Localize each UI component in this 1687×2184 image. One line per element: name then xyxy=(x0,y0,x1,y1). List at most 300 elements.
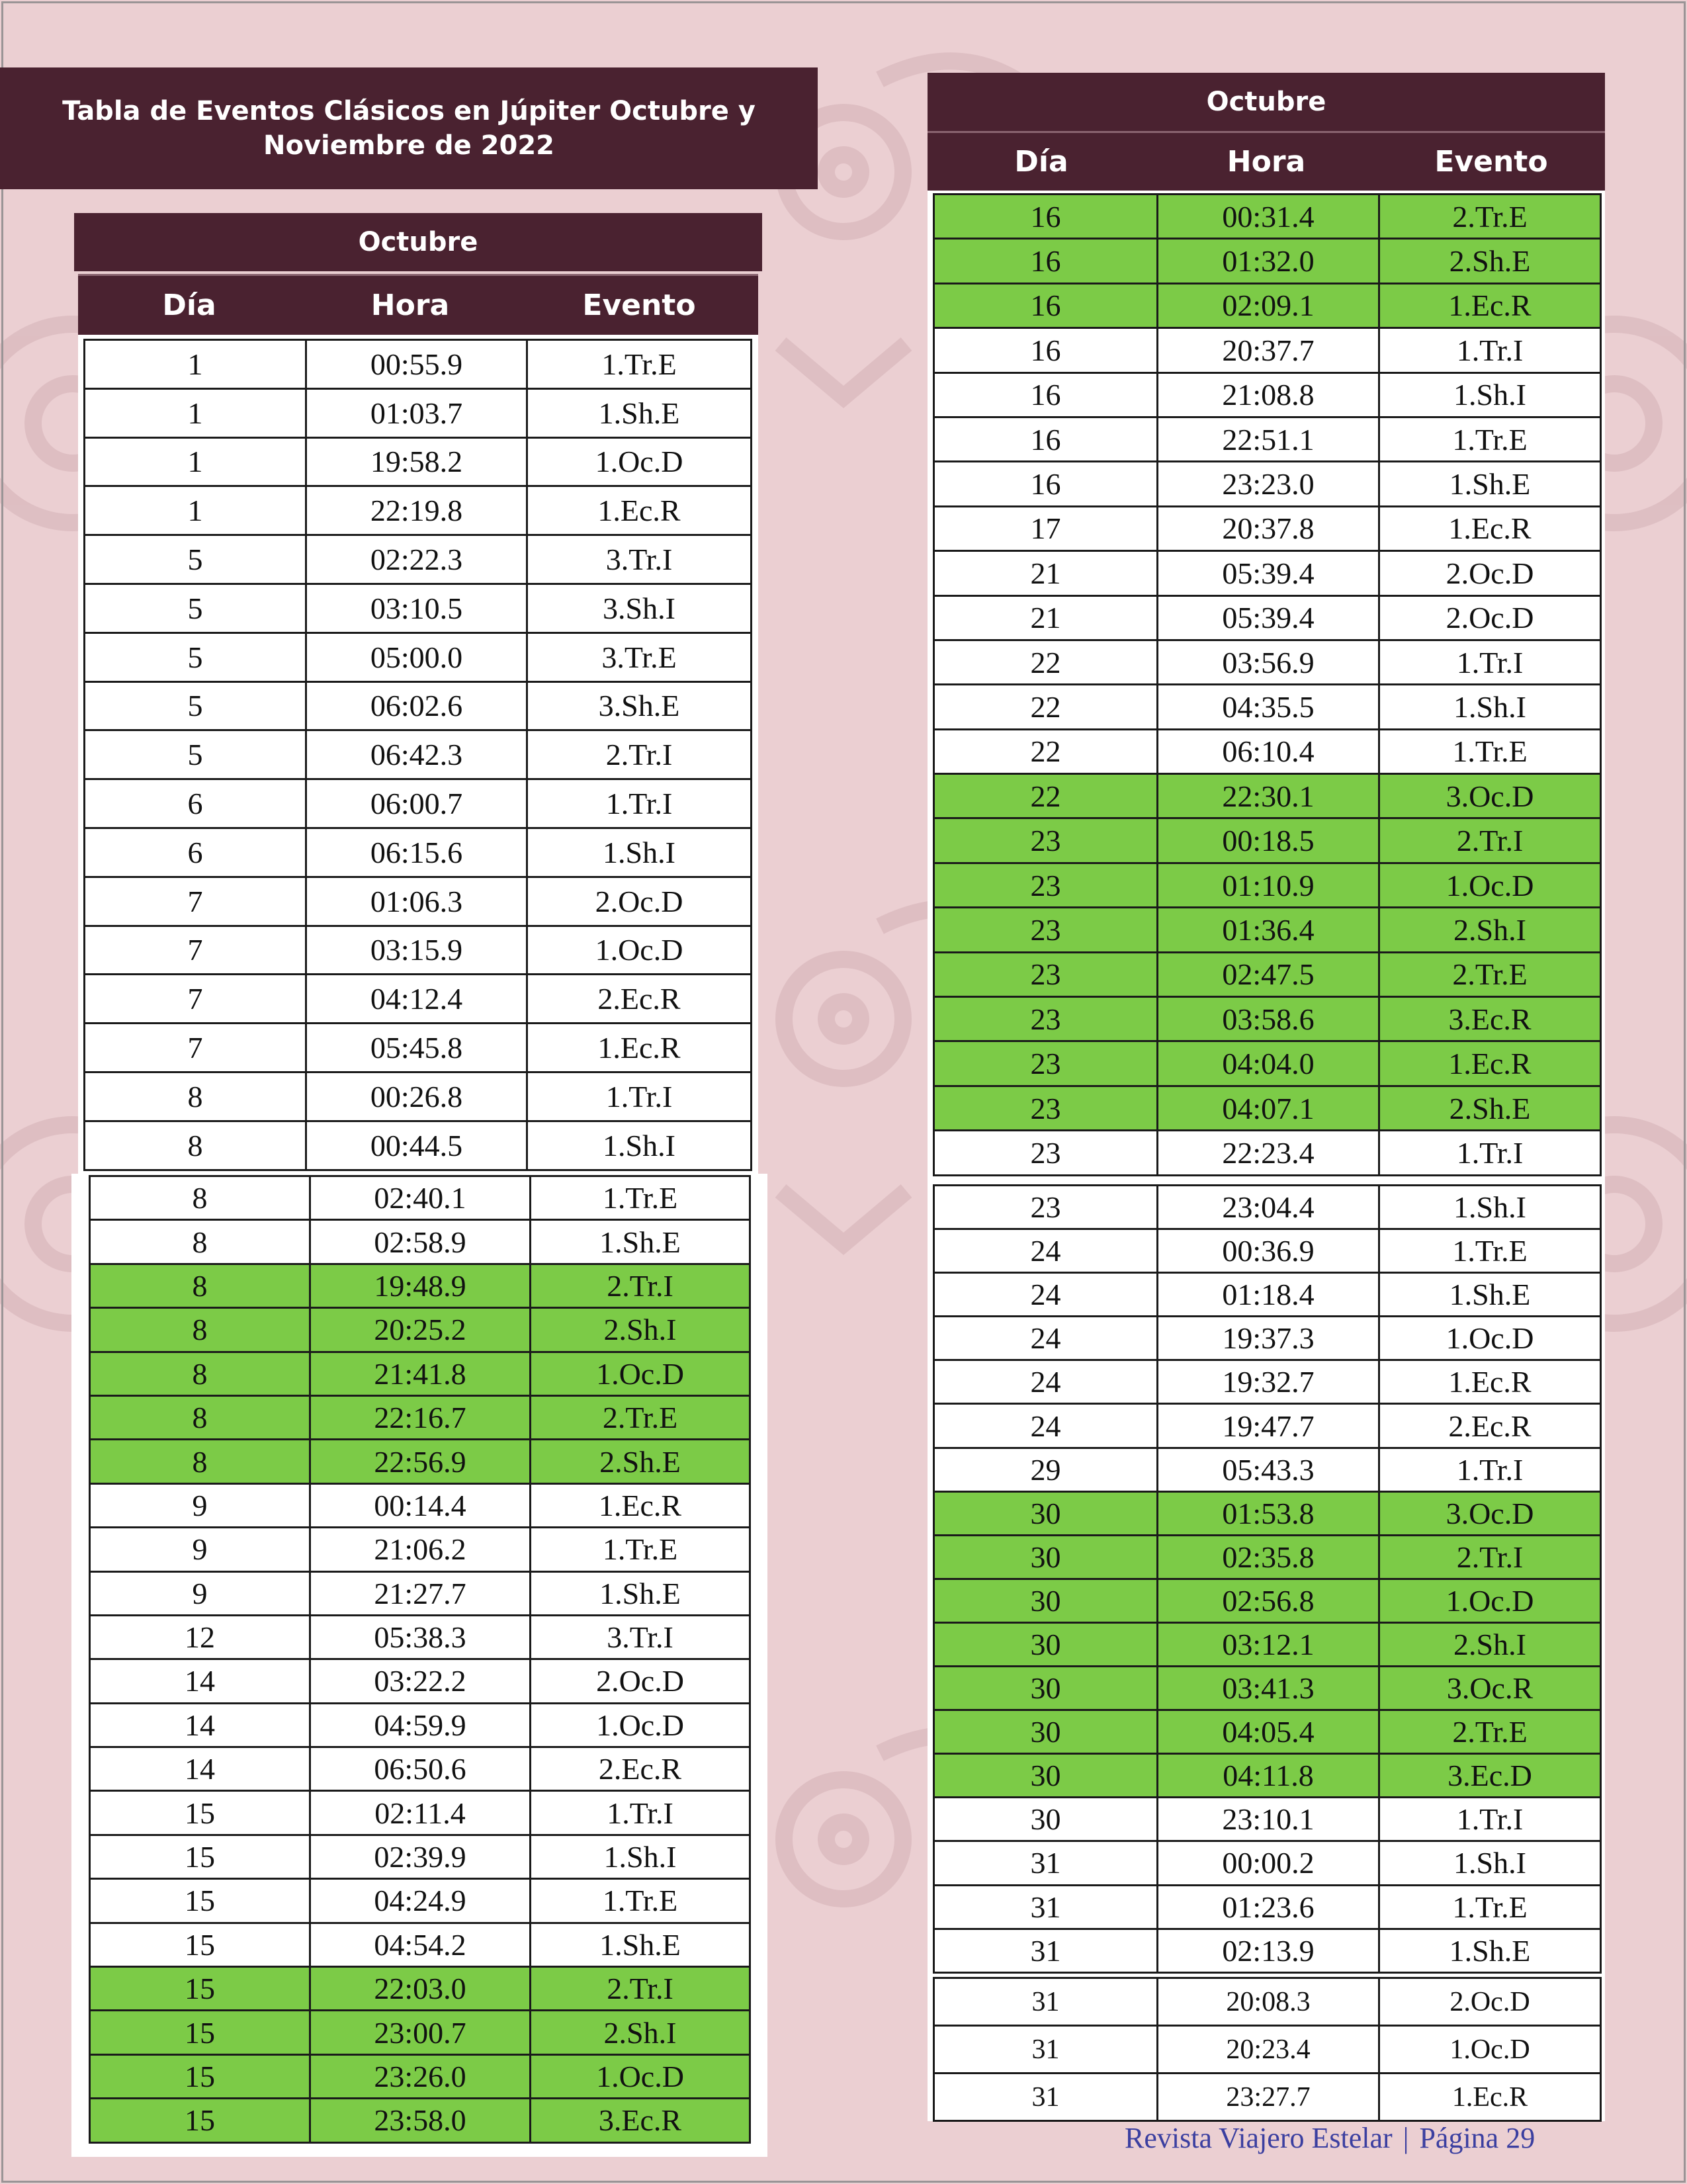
dia-cell: 24 xyxy=(934,1229,1158,1273)
hora-cell: 21:06.2 xyxy=(310,1528,531,1571)
evento-cell: 1.Ec.R xyxy=(1379,283,1601,328)
hora-cell: 19:58.2 xyxy=(306,437,527,486)
hora-cell: 02:39.9 xyxy=(310,1835,531,1878)
table-row xyxy=(85,730,752,779)
hora-cell: 01:36.4 xyxy=(1158,908,1379,952)
dia-cell: 30 xyxy=(934,1798,1158,1841)
hora-cell: 03:10.5 xyxy=(306,584,527,633)
hora-cell: 19:37.3 xyxy=(1158,1317,1379,1360)
table-row xyxy=(90,1659,750,1703)
right-month-bar xyxy=(928,73,1605,131)
evento-cell: 1.Sh.E xyxy=(527,388,752,437)
table-row xyxy=(934,685,1601,729)
table-row xyxy=(90,1967,750,2011)
hora-cell: 23:10.1 xyxy=(1158,1798,1379,1841)
hora-cell: 00:26.8 xyxy=(306,1072,527,1121)
dia-cell: 16 xyxy=(934,462,1158,506)
dia-cell: 8 xyxy=(85,1121,306,1170)
right-events-table-part1 xyxy=(933,193,1602,1176)
dia-cell: 8 xyxy=(90,1264,310,1307)
evento-cell: 2.Ec.R xyxy=(1379,1404,1601,1448)
evento-cell: 1.Tr.E xyxy=(531,1176,750,1220)
page-footer xyxy=(1125,2118,1588,2158)
evento-cell: 3.Ec.R xyxy=(531,2099,750,2142)
dia-cell: 30 xyxy=(934,1710,1158,1754)
evento-cell: 3.Oc.R xyxy=(1379,1667,1601,1710)
table-row xyxy=(934,1667,1601,1710)
table-row xyxy=(934,328,1601,372)
dia-cell: 24 xyxy=(934,1273,1158,1317)
hora-cell: 02:35.8 xyxy=(1158,1535,1379,1579)
dia-cell: 8 xyxy=(90,1220,310,1264)
table-row xyxy=(90,2099,750,2142)
dia-cell: 30 xyxy=(934,1491,1158,1535)
dia-cell: 14 xyxy=(90,1747,310,1791)
evento-cell: 1.Tr.I xyxy=(1379,328,1601,372)
dia-cell: 23 xyxy=(934,863,1158,907)
hora-cell: 22:51.1 xyxy=(1158,417,1379,461)
hora-cell: 19:47.7 xyxy=(1158,1404,1379,1448)
table-row xyxy=(934,1131,1601,1175)
header-hora: Hora xyxy=(1227,145,1306,179)
evento-cell: 1.Oc.D xyxy=(527,437,752,486)
dia-cell: 1 xyxy=(85,437,306,486)
table-row xyxy=(934,997,1601,1041)
evento-cell: 1.Tr.E xyxy=(1379,1229,1601,1273)
right-month-label: Octubre xyxy=(1206,87,1326,117)
evento-cell: 2.Tr.I xyxy=(531,1264,750,1307)
dia-cell: 23 xyxy=(934,1041,1158,1086)
evento-cell: 3.Oc.D xyxy=(1379,774,1601,818)
table-row xyxy=(90,1791,750,1835)
hora-cell: 02:11.4 xyxy=(310,1791,531,1835)
dia-cell: 15 xyxy=(90,1835,310,1878)
evento-cell: 2.Sh.I xyxy=(1379,908,1601,952)
table-row xyxy=(90,1264,750,1307)
hora-cell: 02:09.1 xyxy=(1158,283,1379,328)
header-evento: Evento xyxy=(582,288,696,322)
hora-cell: 01:10.9 xyxy=(1158,863,1379,907)
table-row xyxy=(90,1528,750,1571)
table-row xyxy=(934,1041,1601,1086)
evento-cell: 3.Oc.D xyxy=(1379,1491,1601,1535)
dia-cell: 16 xyxy=(934,283,1158,328)
evento-cell: 1.Ec.R xyxy=(527,486,752,535)
hora-cell: 06:02.6 xyxy=(306,681,527,730)
left-column-headers xyxy=(78,274,758,335)
dia-cell: 24 xyxy=(934,1317,1158,1360)
dia-cell: 5 xyxy=(85,535,306,584)
evento-cell: 2.Tr.I xyxy=(1379,1535,1601,1579)
left-events-table-part2 xyxy=(89,1175,751,2144)
dia-cell: 24 xyxy=(934,1360,1158,1404)
dia-cell: 15 xyxy=(90,2099,310,2142)
table-row xyxy=(934,283,1601,328)
hora-cell: 03:41.3 xyxy=(1158,1667,1379,1710)
evento-cell: 3.Tr.I xyxy=(531,1615,750,1659)
hora-cell: 00:18.5 xyxy=(1158,818,1379,863)
table-row xyxy=(85,584,752,633)
evento-cell: 1.Ec.R xyxy=(1379,2074,1601,2121)
table-row xyxy=(934,1404,1601,1448)
evento-cell: 1.Oc.D xyxy=(531,1352,750,1395)
hora-cell: 23:04.4 xyxy=(1158,1186,1379,1229)
dia-cell: 16 xyxy=(934,239,1158,283)
dia-cell: 23 xyxy=(934,818,1158,863)
evento-cell: 1.Tr.E xyxy=(1379,729,1601,773)
dia-cell: 23 xyxy=(934,1186,1158,1229)
dia-cell: 30 xyxy=(934,1667,1158,1710)
hora-cell: 23:26.0 xyxy=(310,2054,531,2098)
evento-cell: 1.Sh.I xyxy=(527,828,752,877)
table-row xyxy=(934,1841,1601,1885)
table-row xyxy=(934,1360,1601,1404)
hora-cell: 00:14.4 xyxy=(310,1483,531,1527)
evento-cell: 2.Ec.R xyxy=(527,975,752,1024)
evento-cell: 1.Sh.E xyxy=(531,1923,750,1966)
table-row xyxy=(934,1317,1601,1360)
dia-cell: 8 xyxy=(90,1176,310,1220)
hora-cell: 05:39.4 xyxy=(1158,551,1379,595)
header-hora: Hora xyxy=(370,288,450,322)
evento-cell: 1.Tr.E xyxy=(1379,417,1601,461)
hora-cell: 19:32.7 xyxy=(1158,1360,1379,1404)
evento-cell: 1.Tr.E xyxy=(531,1879,750,1923)
dia-cell: 16 xyxy=(934,195,1158,239)
table-row xyxy=(90,1571,750,1615)
evento-cell: 2.Sh.I xyxy=(1379,1622,1601,1666)
evento-cell: 2.Sh.I xyxy=(531,1308,750,1352)
table-row xyxy=(934,1978,1601,2026)
hora-cell: 02:47.5 xyxy=(1158,952,1379,996)
evento-cell: 1.Sh.E xyxy=(1379,462,1601,506)
hora-cell: 02:40.1 xyxy=(310,1176,531,1220)
table-row xyxy=(85,975,752,1024)
table-row xyxy=(85,779,752,828)
hora-cell: 23:27.7 xyxy=(1158,2074,1379,2121)
hora-cell: 06:15.6 xyxy=(306,828,527,877)
evento-cell: 3.Tr.I xyxy=(527,535,752,584)
table-row xyxy=(934,1229,1601,1273)
dia-cell: 31 xyxy=(934,2074,1158,2121)
hora-cell: 06:42.3 xyxy=(306,730,527,779)
dia-cell: 15 xyxy=(90,2054,310,2098)
dia-cell: 1 xyxy=(85,340,306,389)
table-row xyxy=(934,1491,1601,1535)
table-row xyxy=(85,388,752,437)
dia-cell: 22 xyxy=(934,729,1158,773)
hora-cell: 03:22.2 xyxy=(310,1659,531,1703)
dia-cell: 17 xyxy=(934,506,1158,550)
dia-cell: 23 xyxy=(934,952,1158,996)
table-row xyxy=(934,595,1601,640)
hora-cell: 01:03.7 xyxy=(306,388,527,437)
table-row xyxy=(934,1448,1601,1491)
hora-cell: 20:37.7 xyxy=(1158,328,1379,372)
table-row xyxy=(90,1835,750,1878)
hora-cell: 05:45.8 xyxy=(306,1024,527,1072)
table-row xyxy=(934,2074,1601,2121)
hora-cell: 00:44.5 xyxy=(306,1121,527,1170)
hora-cell: 05:39.4 xyxy=(1158,595,1379,640)
table-row xyxy=(934,952,1601,996)
dia-cell: 15 xyxy=(90,1791,310,1835)
dia-cell: 6 xyxy=(85,828,306,877)
hora-cell: 04:35.5 xyxy=(1158,685,1379,729)
evento-cell: 1.Oc.D xyxy=(531,1703,750,1747)
table-row xyxy=(934,372,1601,417)
evento-cell: 2.Tr.I xyxy=(1379,818,1601,863)
hora-cell: 02:58.9 xyxy=(310,1220,531,1264)
hora-cell: 00:00.2 xyxy=(1158,1841,1379,1885)
dia-cell: 22 xyxy=(934,685,1158,729)
right-column-headers xyxy=(928,131,1605,191)
evento-cell: 2.Oc.D xyxy=(1379,551,1601,595)
hora-cell: 03:15.9 xyxy=(306,926,527,975)
table-row xyxy=(934,1086,1601,1130)
evento-cell: 1.Tr.I xyxy=(1379,1131,1601,1175)
hora-cell: 05:43.3 xyxy=(1158,1448,1379,1491)
table-row xyxy=(934,1710,1601,1754)
evento-cell: 3.Tr.E xyxy=(527,633,752,681)
evento-cell: 1.Sh.E xyxy=(531,1220,750,1264)
evento-cell: 3.Sh.E xyxy=(527,681,752,730)
dia-cell: 31 xyxy=(934,1841,1158,1885)
hora-cell: 22:30.1 xyxy=(1158,774,1379,818)
header-evento: Evento xyxy=(1434,145,1548,179)
table-row xyxy=(934,506,1601,550)
evento-cell: 3.Sh.I xyxy=(527,584,752,633)
dia-cell: 5 xyxy=(85,681,306,730)
evento-cell: 1.Tr.E xyxy=(531,1528,750,1571)
dia-cell: 21 xyxy=(934,595,1158,640)
dia-cell: 16 xyxy=(934,417,1158,461)
hora-cell: 04:04.0 xyxy=(1158,1041,1379,1086)
dia-cell: 7 xyxy=(85,975,306,1024)
evento-cell: 1.Ec.R xyxy=(1379,1360,1601,1404)
evento-cell: 1.Ec.R xyxy=(1379,506,1601,550)
hora-cell: 00:31.4 xyxy=(1158,195,1379,239)
evento-cell: 1.Sh.I xyxy=(527,1121,752,1170)
dia-cell: 9 xyxy=(90,1483,310,1527)
evento-cell: 1.Sh.I xyxy=(1379,685,1601,729)
hora-cell: 02:22.3 xyxy=(306,535,527,584)
dia-cell: 31 xyxy=(934,2026,1158,2074)
dia-cell: 21 xyxy=(934,551,1158,595)
hora-cell: 20:37.8 xyxy=(1158,506,1379,550)
dia-cell: 5 xyxy=(85,730,306,779)
page-title: Tabla de Eventos Clásicos en Júpiter Octubre y Noviembre de 2022 xyxy=(0,67,818,189)
table-row xyxy=(85,681,752,730)
evento-cell: 2.Ec.R xyxy=(531,1747,750,1791)
hora-cell: 23:00.7 xyxy=(310,2011,531,2054)
hora-cell: 21:41.8 xyxy=(310,1352,531,1395)
hora-cell: 20:23.4 xyxy=(1158,2026,1379,2074)
table-row xyxy=(934,1622,1601,1666)
dia-cell: 5 xyxy=(85,584,306,633)
dia-cell: 14 xyxy=(90,1659,310,1703)
hora-cell: 06:50.6 xyxy=(310,1747,531,1791)
dia-cell: 6 xyxy=(85,779,306,828)
table-row xyxy=(90,1176,750,1220)
page-number: Página 29 xyxy=(1419,2122,1536,2154)
hora-cell: 06:10.4 xyxy=(1158,729,1379,773)
hora-cell: 22:56.9 xyxy=(310,1440,531,1483)
evento-cell: 1.Sh.I xyxy=(1379,1186,1601,1229)
hora-cell: 22:16.7 xyxy=(310,1395,531,1439)
evento-cell: 1.Tr.E xyxy=(527,340,752,389)
evento-cell: 1.Tr.I xyxy=(1379,640,1601,684)
evento-cell: 2.Oc.D xyxy=(1379,1978,1601,2026)
table-row xyxy=(85,437,752,486)
evento-cell: 1.Tr.I xyxy=(1379,1798,1601,1841)
hora-cell: 04:11.8 xyxy=(1158,1754,1379,1798)
dia-cell: 30 xyxy=(934,1535,1158,1579)
table-row xyxy=(90,1220,750,1264)
table-row xyxy=(934,551,1601,595)
right-events-table-part2 xyxy=(933,1184,1602,1974)
dia-cell: 8 xyxy=(85,1072,306,1121)
hora-cell: 23:58.0 xyxy=(310,2099,531,2142)
hora-cell: 22:23.4 xyxy=(1158,1131,1379,1175)
hora-cell: 04:05.4 xyxy=(1158,1710,1379,1754)
hora-cell: 04:54.2 xyxy=(310,1923,531,1966)
dia-cell: 15 xyxy=(90,2011,310,2054)
evento-cell: 1.Oc.D xyxy=(1379,1579,1601,1622)
table-row xyxy=(85,828,752,877)
table-row xyxy=(85,633,752,681)
hora-cell: 03:58.6 xyxy=(1158,997,1379,1041)
table-row xyxy=(934,1754,1601,1798)
left-month-bar xyxy=(74,213,762,271)
evento-cell: 1.Oc.D xyxy=(1379,2026,1601,2074)
hora-cell: 21:08.8 xyxy=(1158,372,1379,417)
table-row xyxy=(934,462,1601,506)
table-row xyxy=(934,1885,1601,1929)
dia-cell: 30 xyxy=(934,1622,1158,1666)
table-row xyxy=(934,195,1601,239)
evento-cell: 2.Tr.I xyxy=(531,1967,750,2011)
evento-cell: 2.Oc.D xyxy=(527,877,752,926)
dia-cell: 7 xyxy=(85,1024,306,1072)
table-row xyxy=(934,239,1601,283)
evento-cell: 2.Tr.E xyxy=(1379,1710,1601,1754)
evento-cell: 1.Sh.I xyxy=(1379,1841,1601,1885)
hora-cell: 04:24.9 xyxy=(310,1879,531,1923)
table-row xyxy=(90,1395,750,1439)
evento-cell: 1.Oc.D xyxy=(531,2054,750,2098)
header-dia: Día xyxy=(1014,145,1068,179)
magazine-name: Revista Viajero Estelar xyxy=(1125,2122,1393,2154)
evento-cell: 1.Tr.E xyxy=(1379,1885,1601,1929)
evento-cell: 2.Tr.E xyxy=(1379,952,1601,996)
hora-cell: 03:12.1 xyxy=(1158,1622,1379,1666)
dia-cell: 31 xyxy=(934,1978,1158,2026)
evento-cell: 3.Ec.R xyxy=(1379,997,1601,1041)
evento-cell: 1.Sh.E xyxy=(531,1571,750,1615)
evento-cell: 2.Sh.I xyxy=(531,2011,750,2054)
table-row xyxy=(934,1535,1601,1579)
dia-cell: 16 xyxy=(934,372,1158,417)
table-row xyxy=(934,1929,1601,1972)
dia-cell: 8 xyxy=(90,1440,310,1483)
table-row xyxy=(90,1747,750,1791)
table-row xyxy=(90,1308,750,1352)
dia-cell: 16 xyxy=(934,328,1158,372)
dia-cell: 9 xyxy=(90,1528,310,1571)
evento-cell: 2.Tr.E xyxy=(531,1395,750,1439)
evento-cell: 2.Oc.D xyxy=(1379,595,1601,640)
dia-cell: 22 xyxy=(934,774,1158,818)
dia-cell: 24 xyxy=(934,1404,1158,1448)
table-row xyxy=(934,908,1601,952)
evento-cell: 1.Sh.I xyxy=(531,1835,750,1878)
dia-cell: 8 xyxy=(90,1308,310,1352)
dia-cell: 31 xyxy=(934,1885,1158,1929)
table-row xyxy=(85,1072,752,1121)
evento-cell: 2.Sh.E xyxy=(1379,239,1601,283)
dia-cell: 30 xyxy=(934,1754,1158,1798)
dia-cell: 5 xyxy=(85,633,306,681)
header-dia: Día xyxy=(162,288,216,322)
hora-cell: 20:08.3 xyxy=(1158,1978,1379,2026)
hora-cell: 02:13.9 xyxy=(1158,1929,1379,1972)
hora-cell: 04:59.9 xyxy=(310,1703,531,1747)
dia-cell: 30 xyxy=(934,1579,1158,1622)
table-row xyxy=(90,2054,750,2098)
evento-cell: 1.Sh.E xyxy=(1379,1929,1601,1972)
table-row xyxy=(934,863,1601,907)
hora-cell: 23:23.0 xyxy=(1158,462,1379,506)
evento-cell: 2.Sh.E xyxy=(531,1440,750,1483)
evento-cell: 1.Sh.E xyxy=(1379,1273,1601,1317)
hora-cell: 04:12.4 xyxy=(306,975,527,1024)
dia-cell: 14 xyxy=(90,1703,310,1747)
hora-cell: 03:56.9 xyxy=(1158,640,1379,684)
table-row xyxy=(934,818,1601,863)
left-month-label: Octubre xyxy=(358,227,478,257)
hora-cell: 01:06.3 xyxy=(306,877,527,926)
evento-cell: 1.Oc.D xyxy=(1379,1317,1601,1360)
table-row xyxy=(934,2026,1601,2074)
footer-separator: | xyxy=(1403,2122,1409,2154)
evento-cell: 1.Ec.R xyxy=(531,1483,750,1527)
dia-cell: 23 xyxy=(934,1131,1158,1175)
table-row xyxy=(90,1352,750,1395)
hora-cell: 22:03.0 xyxy=(310,1967,531,2011)
dia-cell: 1 xyxy=(85,388,306,437)
table-row xyxy=(934,729,1601,773)
table-row xyxy=(90,1440,750,1483)
evento-cell: 2.Oc.D xyxy=(531,1659,750,1703)
dia-cell: 7 xyxy=(85,877,306,926)
hora-cell: 00:55.9 xyxy=(306,340,527,389)
dia-cell: 15 xyxy=(90,1923,310,1966)
dia-cell: 1 xyxy=(85,486,306,535)
evento-cell: 1.Tr.I xyxy=(531,1791,750,1835)
table-row xyxy=(90,2011,750,2054)
dia-cell: 23 xyxy=(934,997,1158,1041)
left-events-table-part1 xyxy=(83,339,752,1171)
dia-cell: 22 xyxy=(934,640,1158,684)
dia-cell: 8 xyxy=(90,1352,310,1395)
evento-cell: 1.Sh.I xyxy=(1379,372,1601,417)
hora-cell: 22:19.8 xyxy=(306,486,527,535)
table-row xyxy=(85,340,752,389)
evento-cell: 2.Sh.E xyxy=(1379,1086,1601,1130)
dia-cell: 9 xyxy=(90,1571,310,1615)
dia-cell: 23 xyxy=(934,1086,1158,1130)
